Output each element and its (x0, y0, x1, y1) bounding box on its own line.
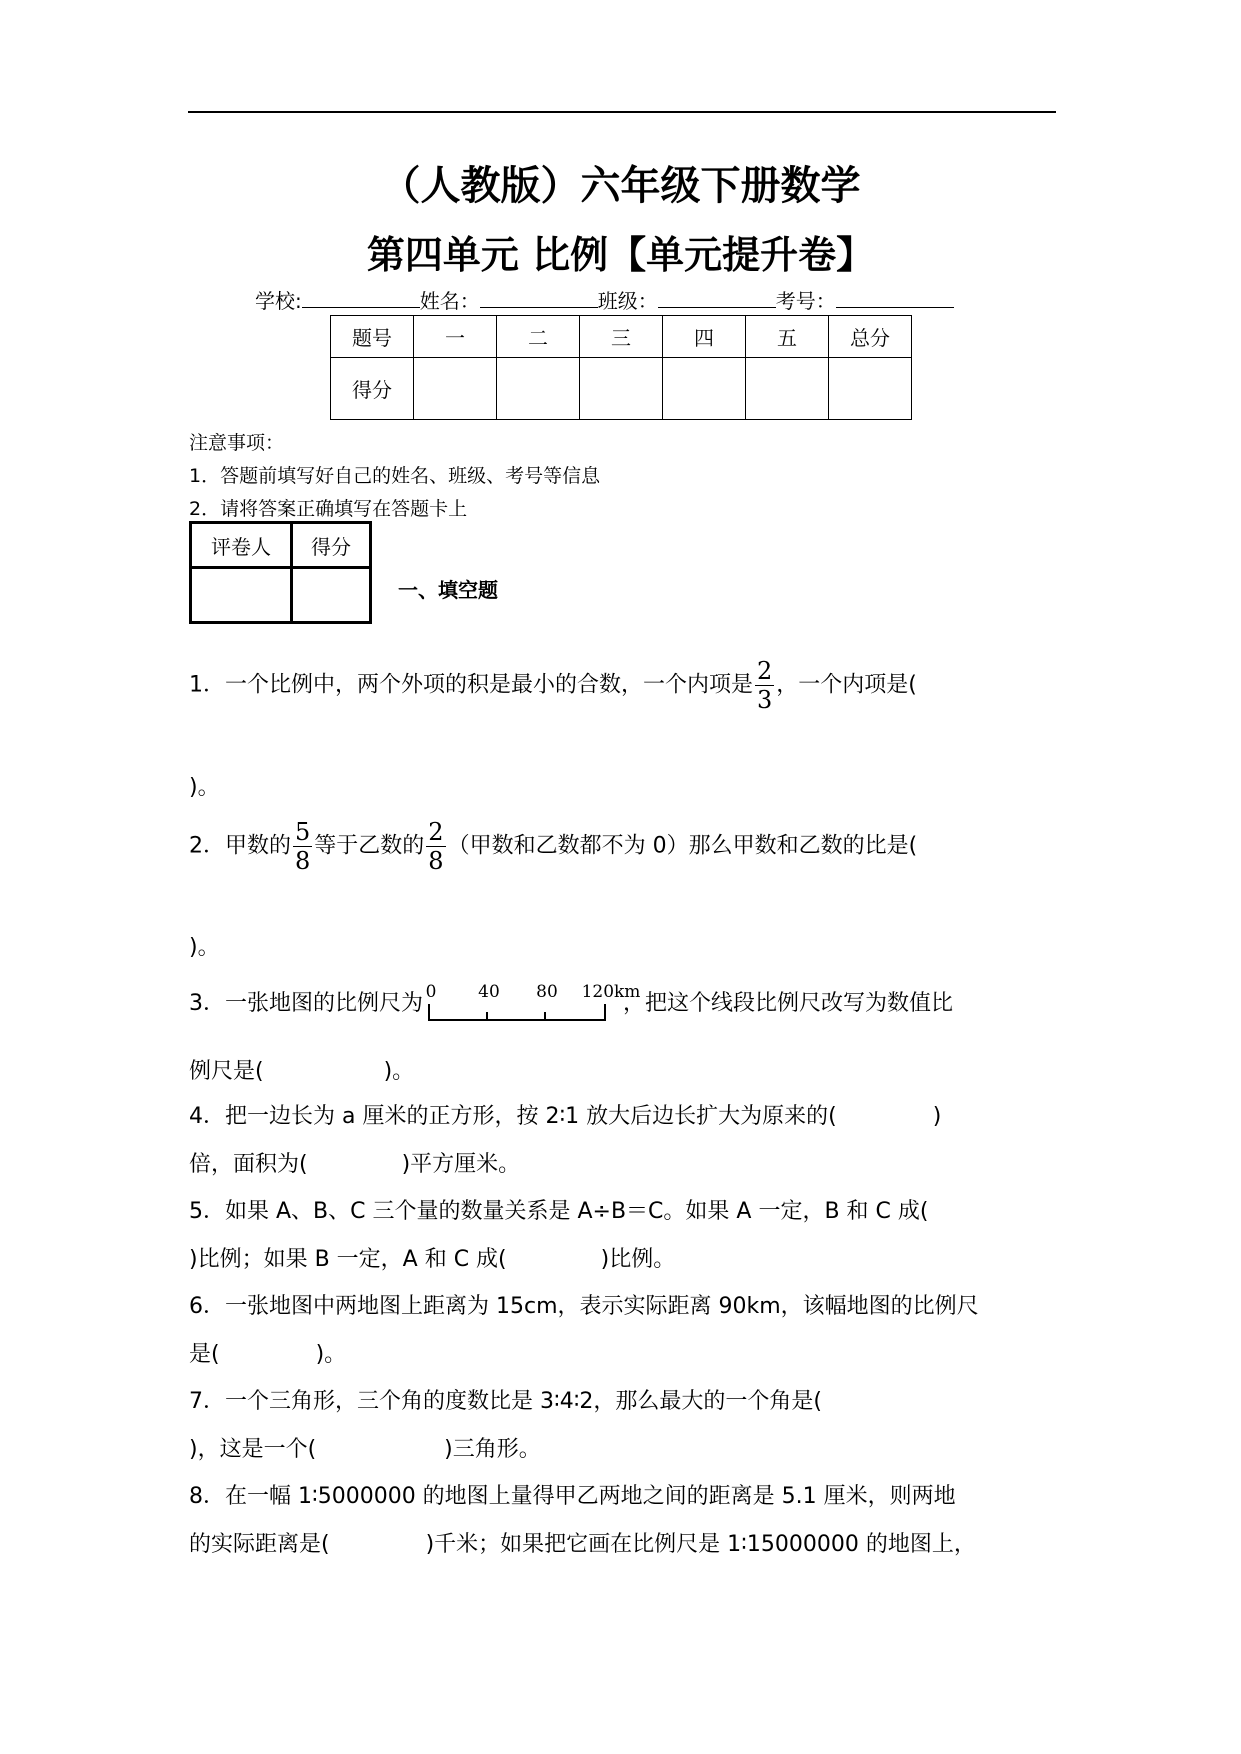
question-4-line-2 (189, 1149, 520, 1181)
class-label: 班级： (597, 289, 658, 313)
score-header-cell: 五 (746, 316, 829, 358)
score-header-cell: 一 (414, 316, 497, 358)
score-table (330, 315, 912, 420)
q8-text-l2a: 的实际距离是( (189, 1532, 330, 1557)
top-rule (188, 111, 1056, 113)
q1-text-a: 1．一个比例中，两个外项的积是最小的合数，一个内项是 (189, 672, 753, 698)
q2-text-b: 等于乙数的 (314, 833, 425, 859)
q3-text-b: ，把这个线段比例尺改写为数值比 (623, 991, 954, 1016)
q2-frac2-numerator: 2 (428, 818, 444, 846)
question-8-line-1: 8．在一幅 1∶5000000 的地图上量得甲乙两地之间的距离是 5.1 厘米，则两地 (189, 1484, 956, 1509)
q2-fraction-2 (426, 818, 445, 875)
score-header-cell: 四 (663, 316, 746, 358)
scale-label: 40 (478, 982, 500, 1002)
name-label: 姓名： (419, 289, 480, 313)
question-2-line-1 (189, 818, 917, 875)
question-2-line-2: )。 (189, 935, 220, 960)
q4-text-l2a: 倍，面积为( (189, 1152, 308, 1177)
score-cell[interactable] (580, 358, 663, 420)
school-label: 学校: (255, 289, 302, 313)
notes-heading: 注意事项： (189, 432, 285, 454)
score-header-cell: 三 (580, 316, 663, 358)
note-item: 1．答题前填写好自己的姓名、班级、考号等信息 (189, 465, 601, 487)
q5-text-l2b: )比例。 (600, 1247, 676, 1272)
q2-text-a: 2．甲数的 (189, 833, 291, 859)
q5-text-l2a: )比例；如果 B 一定，A 和 C 成( (189, 1247, 507, 1272)
q4-text-l2b: )平方厘米。 (401, 1152, 521, 1177)
question-3-line-2 (189, 1056, 414, 1088)
grader-score-cell[interactable] (292, 568, 371, 623)
class-blank[interactable] (658, 289, 776, 308)
q4-text-l1a: 4．把一边长为 a 厘米的正方形，按 2∶1 放大后边长扩大为原来的( (189, 1104, 837, 1129)
q2-fraction-1 (293, 818, 312, 875)
question-5-line-2 (189, 1244, 675, 1276)
score-cell[interactable] (663, 358, 746, 420)
q7-text-l2b: )三角形。 (444, 1437, 541, 1462)
question-7-line-1: 7．一个三角形，三个角的度数比是 3∶4∶2，那么最大的一个角是( (189, 1389, 823, 1414)
note-item: 2．请将答案正确填写在答题卡上 (189, 498, 468, 520)
score-header-cell: 二 (497, 316, 580, 358)
score-header-cell: 总分 (829, 316, 912, 358)
q1-frac-numerator: 2 (757, 657, 773, 685)
q2-frac1-denominator: 8 (295, 847, 311, 875)
score-row-label: 得分 (331, 358, 414, 420)
grader-label: 评卷人 (191, 523, 292, 568)
q7-text-l2a: )，这是一个( (189, 1437, 317, 1462)
grader-table (189, 521, 372, 624)
question-8-line-2 (189, 1529, 976, 1561)
scale-label: 0 (425, 982, 437, 1002)
section-title: 一、填空题 (398, 578, 498, 602)
scale-label: 120km (581, 982, 641, 1002)
q1-fraction (755, 657, 774, 714)
question-4-line-1 (189, 1101, 941, 1133)
student-info-line (255, 287, 954, 315)
notes (189, 427, 600, 526)
score-table-score-row (331, 358, 912, 420)
question-7-line-2 (189, 1434, 541, 1466)
exam-no-blank[interactable] (836, 289, 954, 308)
page-title: （人教版）六年级下册数学 (380, 163, 861, 209)
q3-text-c1: 例尺是( (189, 1059, 264, 1084)
score-cell[interactable] (414, 358, 497, 420)
grader-cell[interactable] (191, 568, 292, 623)
q1-text-b: ，一个内项是( (776, 672, 917, 698)
question-6-line-2 (189, 1339, 346, 1371)
question-5-line-1: 5．如果 A、B、C 三个量的数量关系是 A÷B＝C。如果 A 一定，B 和 C 成( (189, 1199, 929, 1224)
name-blank[interactable] (480, 289, 598, 308)
question-1-line-2: )。 (189, 775, 220, 800)
q6-text-l2b: )。 (315, 1342, 347, 1367)
q2-text-c: （甲数和乙数都不为 0）那么甲数和乙数的比是( (447, 833, 918, 859)
q3-text-a: 3．一张地图的比例尺为 (189, 991, 423, 1016)
q3-text-c2: )。 (383, 1059, 415, 1084)
grader-score-label: 得分 (292, 523, 371, 568)
score-cell[interactable] (497, 358, 580, 420)
score-header-cell: 题号 (331, 316, 414, 358)
page-subtitle: 第四单元 比例【单元提升卷】 (366, 233, 875, 277)
q6-text-l2a: 是( (189, 1342, 220, 1367)
question-3-line-1 (189, 980, 953, 1028)
line-scale-icon (423, 980, 641, 1028)
q1-frac-denominator: 3 (757, 686, 773, 714)
question-6-line-1: 6．一张地图中两地图上距离为 15cm，表示实际距离 90km，该幅地图的比例尺 (189, 1294, 979, 1319)
score-table-header-row (331, 316, 912, 358)
q8-text-l2b: )千米；如果把它画在比例尺是 1∶15000000 的地图上， (425, 1532, 976, 1557)
q4-text-l1b: ) (932, 1104, 942, 1129)
question-1-line-1 (189, 657, 917, 714)
school-blank[interactable] (302, 289, 420, 308)
score-cell[interactable] (746, 358, 829, 420)
q2-frac2-denominator: 8 (428, 847, 444, 875)
exam-no-label: 考号： (775, 289, 836, 313)
q2-frac1-numerator: 5 (295, 818, 311, 846)
scale-label: 80 (536, 982, 558, 1002)
score-cell[interactable] (829, 358, 912, 420)
